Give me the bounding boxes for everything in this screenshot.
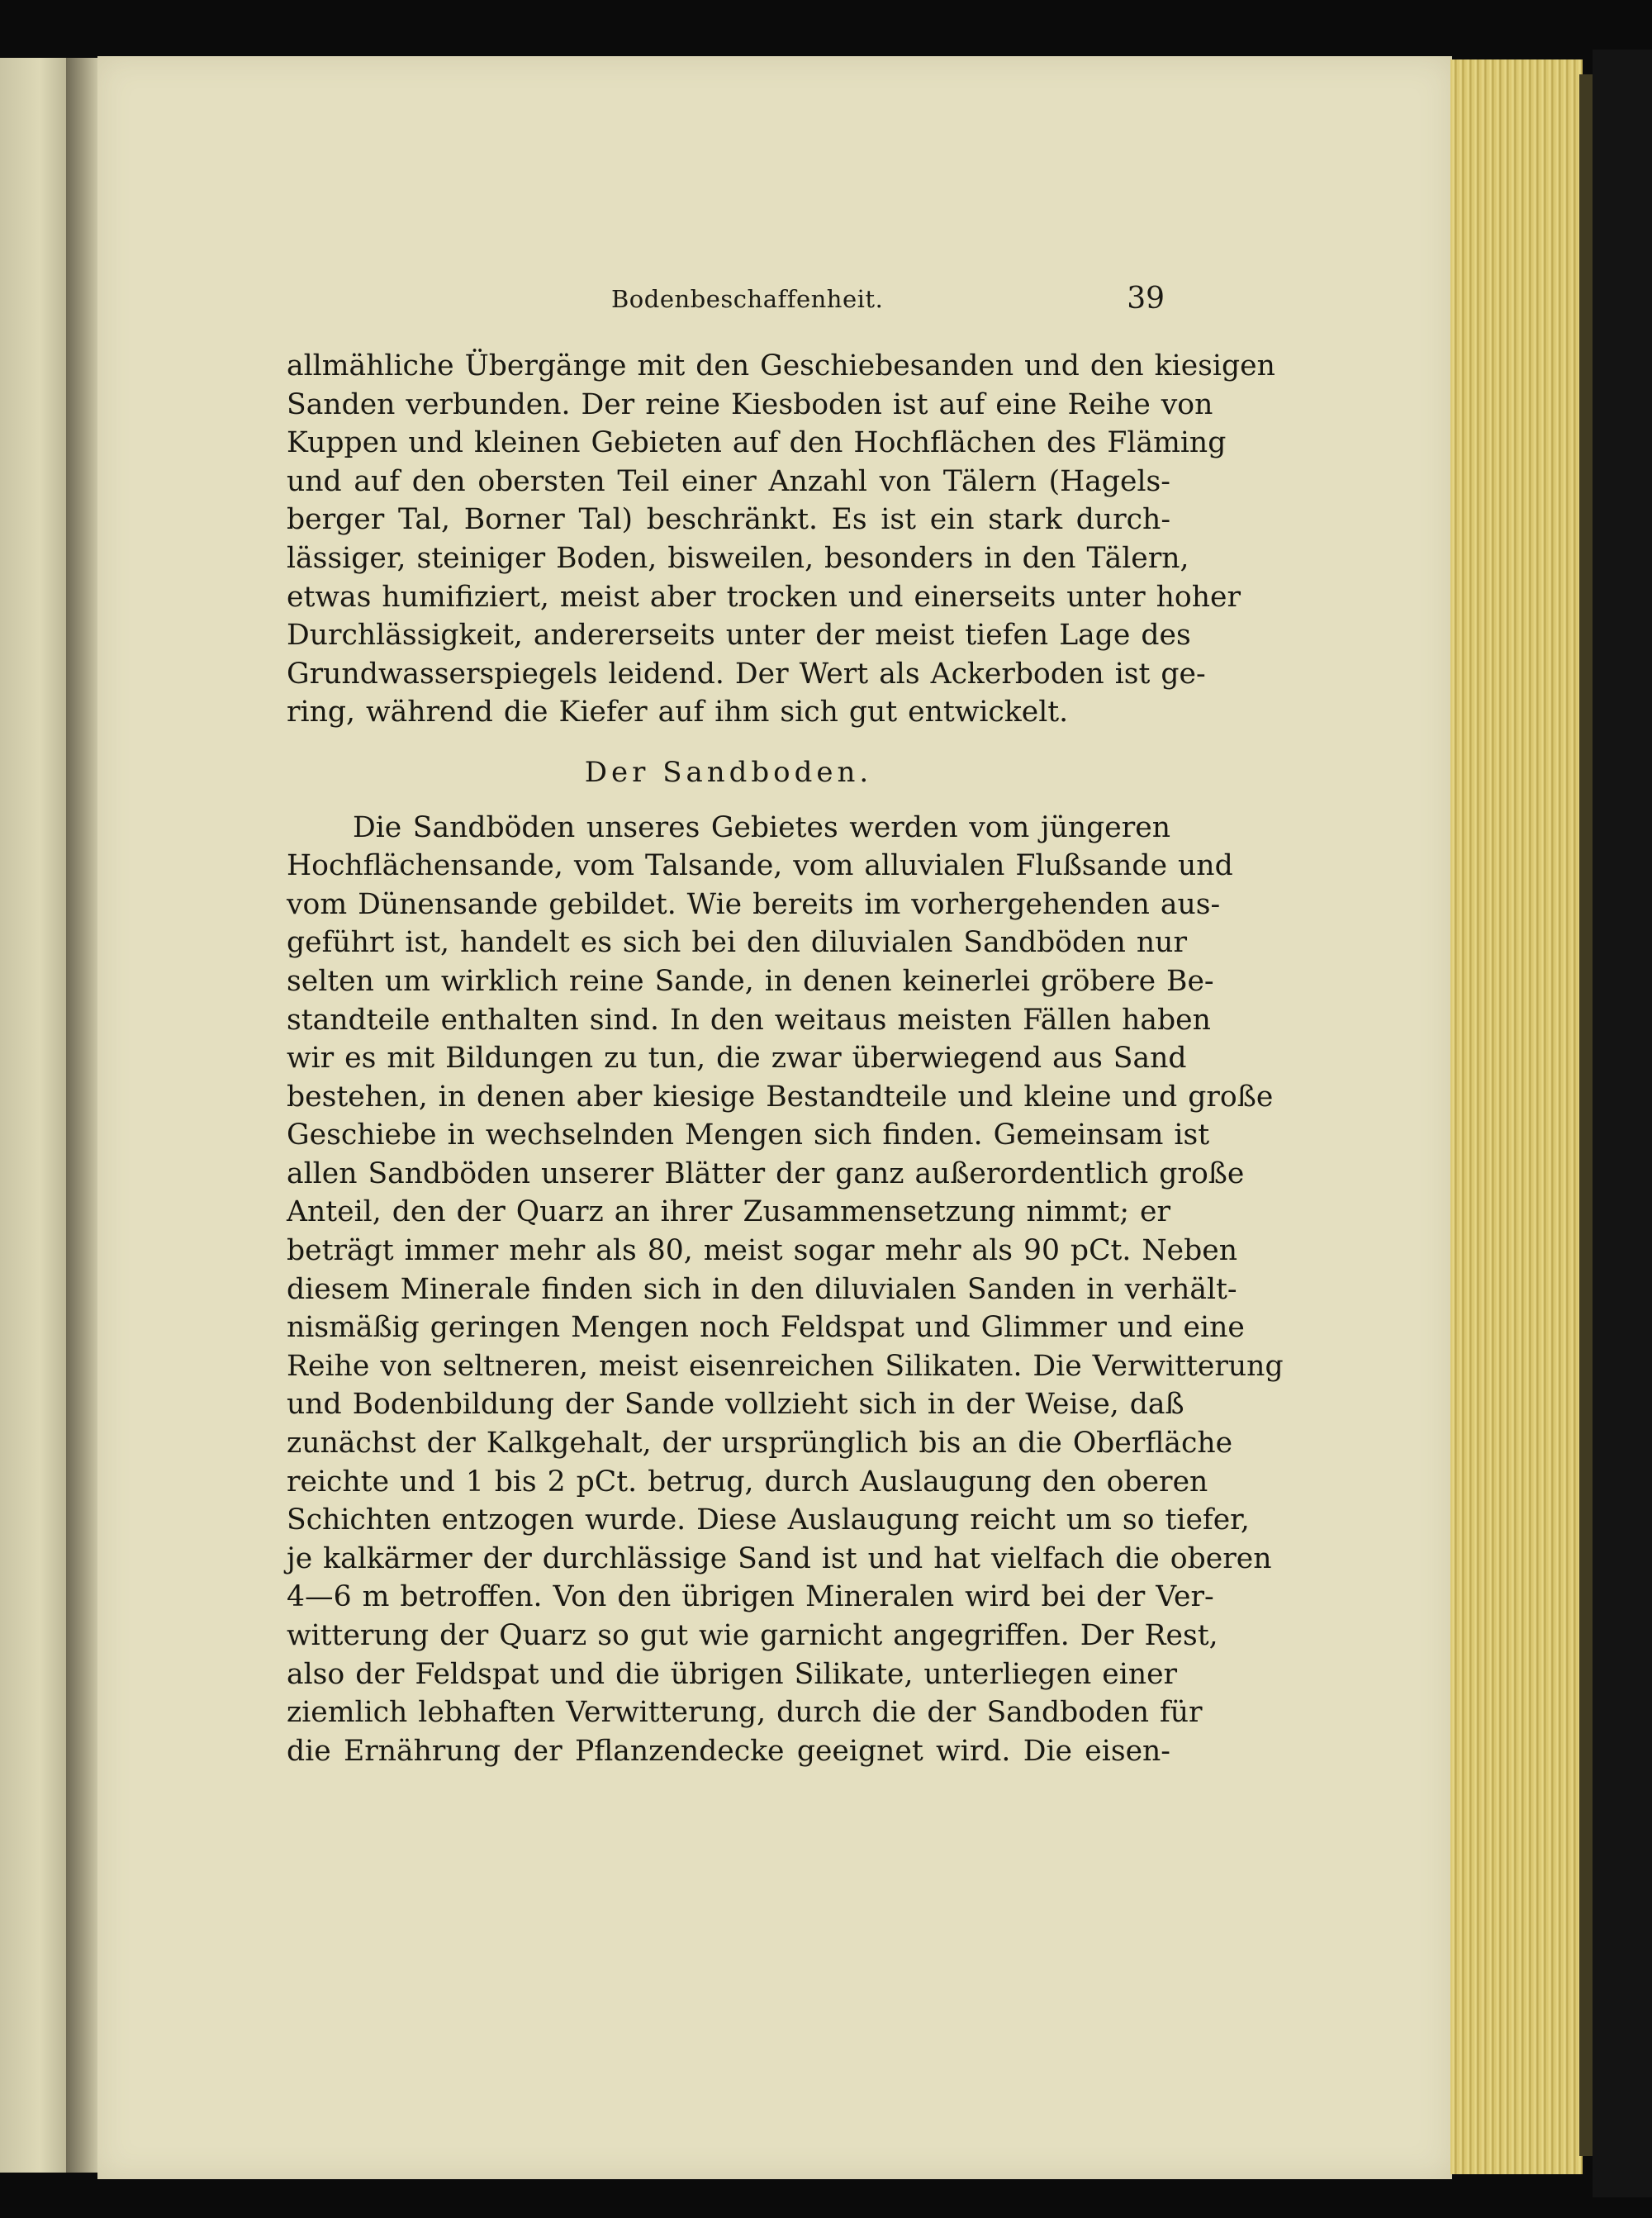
text-line: beträgt immer mehr als 80, meist sogar mehr als 90 pCt. Neben xyxy=(287,1234,1237,1268)
text-line: etwas humifiziert, meist aber trocken und einerseits unter hoher xyxy=(287,580,1241,614)
left-page-edge xyxy=(0,58,66,2173)
text-line: Sanden verbunden. Der reine Kiesboden ist auf eine Reihe von xyxy=(287,387,1213,421)
text-line: wir es mit Bildungen zu tun, die zwar überwiegend aus Sand xyxy=(287,1042,1187,1076)
text-line: und auf den obersten Teil einer Anzahl von Tälern (Hagels- xyxy=(287,464,1170,498)
text-line: allmähliche Übergänge mit den Geschiebesanden und den kiesigen xyxy=(287,349,1275,382)
text-line: selten um wirklich reine Sande, in denen keinerlei gröbere Be- xyxy=(287,964,1214,998)
text-line: also der Feldspat und die übrigen Silikate, unterliegen einer xyxy=(287,1657,1178,1691)
text-line: vom Dünensande gebildet. Wie bereits im vorhergehenden aus- xyxy=(287,887,1221,921)
text-line: Hochflächensande, vom Talsande, vom alluvialen Flußsande und xyxy=(287,849,1233,883)
book-cover xyxy=(1593,50,1652,2197)
running-head xyxy=(289,282,1165,326)
text-line: ziemlich lebhaften Verwitterung, durch die der Sandboden für xyxy=(287,1696,1203,1730)
body-text xyxy=(287,347,1284,1770)
text-line: Durchlässigkeit, andererseits unter der meist tiefen Lage des xyxy=(287,619,1191,653)
page-edges xyxy=(1450,59,1583,2174)
text-line: nismäßig geringen Mengen noch Feldspat und Glimmer und eine xyxy=(287,1311,1245,1345)
paragraph-sandboden xyxy=(287,809,1284,1771)
text-line: zunächst der Kalkgehalt, der ursprünglich bis an die Oberfläche xyxy=(287,1427,1233,1460)
text-line: und Bodenbildung der Sande vollzieht sich in der Weise, daß xyxy=(287,1388,1184,1422)
text-line: Schichten entzogen wurde. Diese Auslaugung reicht um so tiefer, xyxy=(287,1503,1250,1537)
text-line: 4—6 m betroffen. Von den übrigen Mineralen wird bei der Ver- xyxy=(287,1580,1214,1614)
section-heading: Der Sandboden. xyxy=(584,755,873,789)
text-line: Die Sandböden unseres Gebietes werden vom jüngeren xyxy=(353,810,1170,844)
text-line: Grundwasserspiegels leidend. Der Wert als Ackerboden ist ge- xyxy=(287,657,1206,691)
text-line: Anteil, den der Quarz an ihrer Zusammensetzung nimmt; er xyxy=(287,1195,1170,1229)
text-line: lässiger, steiniger Boden, bisweilen, besonders in den Tälern, xyxy=(287,541,1189,575)
text-line: Kuppen und kleinen Gebieten auf den Hochflächen des Fläming xyxy=(287,426,1227,460)
text-line: ring, während die Kiefer auf ihm sich gut entwickelt. xyxy=(287,696,1069,729)
text-line: allen Sandböden unserer Blätter der ganz außerordentlich große xyxy=(287,1156,1245,1190)
text-line: bestehen, in denen aber kiesige Bestandteile und kleine und große xyxy=(287,1080,1274,1114)
text-line: geführt ist, handelt es sich bei den diluvialen Sandböden nur xyxy=(287,926,1187,960)
text-line: je kalkärmer der durchlässige Sand ist und hat vielfach die oberen xyxy=(287,1541,1272,1575)
paragraph-kiesboden xyxy=(287,347,1275,732)
text-line: die Ernährung der Pflanzendecke geeignet wird. Die eisen- xyxy=(287,1734,1170,1768)
page-number: 39 xyxy=(1127,282,1165,316)
text-line: witterung der Quarz so gut wie garnicht angegriffen. Der Rest, xyxy=(287,1619,1218,1652)
running-head-title: Bodenbeschaffenheit. xyxy=(611,285,884,313)
text-line: Reihe von seltneren, meist eisenreichen Silikaten. Die Verwitterung xyxy=(287,1349,1284,1383)
text-line: reichte und 1 bis 2 pCt. betrug, durch Auslaugung den oberen xyxy=(287,1465,1208,1498)
book-gutter xyxy=(66,58,99,2173)
text-line: diesem Minerale finden sich in den diluvialen Sanden in verhält- xyxy=(287,1272,1237,1306)
text-line: Geschiebe in wechselnden Mengen sich finden. Gemeinsam ist xyxy=(287,1118,1210,1152)
text-line: standteile enthalten sind. In den weitaus meisten Fällen haben xyxy=(287,1003,1211,1037)
text-line: berger Tal, Borner Tal) beschränkt. Es ist ein stark durch- xyxy=(287,503,1170,537)
